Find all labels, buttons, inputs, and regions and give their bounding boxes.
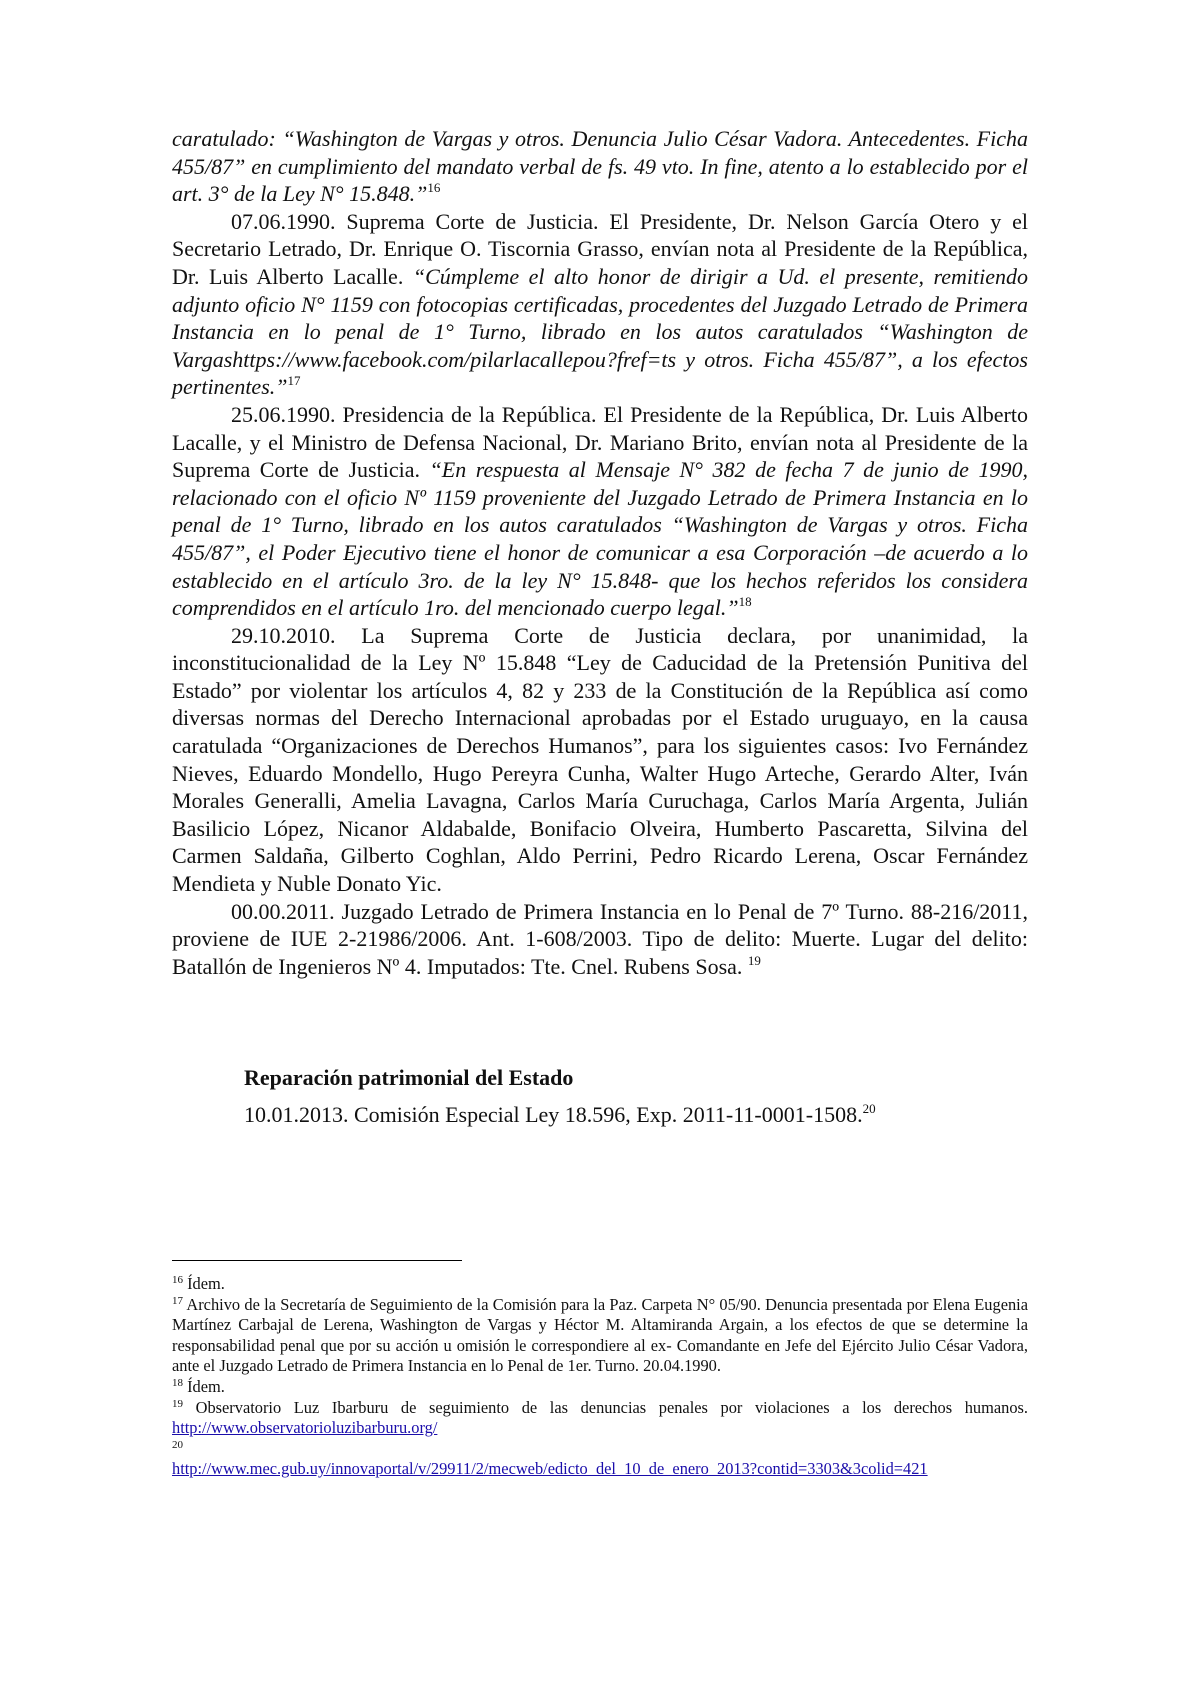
footnote-text: Observatorio Luz Ibarburu de seguimiento de las denuncias penales por violaciones a los derechos humanos. [183, 1397, 1028, 1417]
footnote-16 [172, 1274, 1028, 1295]
observatorio-link[interactable]: http://www.observatorioluzibarburu.org/ [172, 1418, 438, 1438]
footnote-19 [172, 1398, 1028, 1439]
mec-edict-link[interactable]: http://www.mec.gub.uy/innovaportal/v/29911/2/mecweb/edicto_del_10_de_enero_2013?contid=3303&3colid=421 [172, 1459, 928, 1479]
document-body [172, 125, 1028, 1129]
section-entry [244, 1101, 1028, 1129]
footnote-20-body [172, 1459, 1028, 1480]
paragraph-1990-06-25 [172, 401, 1028, 622]
paragraph-caratulado [172, 125, 1028, 208]
quote-text: “En respuesta al Mensaje N° 382 de fecha 7 de junio de 1990, relacionado con el oficio Nº 1159 proveniente del Juzgado Letrado de Primera Instancia en lo penal de 1° Turno, librado en los autos caratulados “Washington de Vargas y otros. Ficha 455/87”, el Poder Ejecutivo tiene el honor de comunicar a esa Corporación –de acuerdo a lo establecido en el artículo 3ro. de la ley N° 15.848- que los hechos referidos los considera comprendidos en el artículo 1ro. del mencionado cuerpo legal.” [172, 457, 1028, 621]
footnote-20 [172, 1439, 1028, 1460]
footnote-number: 16 [172, 1274, 183, 1286]
footnote-number: 18 [172, 1376, 183, 1389]
quote-text: caratulado: “Washington de Vargas y otros. Denuncia Julio César Vadora. Antecedentes. Ficha 455/87” en cumplimiento del mandato verbal de fs. 49 vto. In fine, atento a lo establecido por el art. 3° de la Ley N° 15.848.” [172, 126, 1028, 207]
footnote-number: 19 [172, 1397, 183, 1410]
footnote-ref-18[interactable]: 18 [738, 594, 752, 610]
footnote-text: Archivo de la Secretaría de Seguimiento de la Comisión para la Paz. Carpeta N° 05/90. Denuncia presentada por Elena Eugenia Martínez Carbajal de Lerena, Washington de Vargas y Héctor M. Altamiranda Argain, a los efectos de que se determine la responsabilidad penal que por su acción u omisión le correspondiere al ex- Comandante en Jefe del Ejército Julio César Vadora, ante el Juzgado Letrado de Primera Instancia en lo Penal de 1er. Turno. 20.04.1990. [172, 1294, 1028, 1376]
quote-text: “Cúmpleme el alto honor de dirigir a Ud. el presente, remitiendo adjunto oficio N° 1159 con fotocopias certificadas, procedentes del Juzgado Letrado de Primera Instancia en lo penal de 1° Turno, librado en los autos caratulados “Washington de Vargashttps://www.facebook.com/pilarlacallepou?fref=ts y otros. Ficha 455/87”, a los efectos pertinentes.” [172, 263, 1028, 400]
footnote-number: 20 [172, 1438, 183, 1451]
footnotes [172, 1274, 1028, 1480]
entry-text: 10.01.2013. Comisión Especial Ley 18.596, Exp. 2011-11-0001-1508. [244, 1102, 863, 1127]
paragraph-text: 25.06.1990. Presidencia de la República. El Presidente de la República, Dr. Luis Alberto Lacalle, y el Ministro de Defensa Nacional, Dr. Mariano Brito, envían nota al Presidente de la Suprema Corte de Justicia. [172, 401, 1028, 483]
paragraph-text: 07.06.1990. Suprema Corte de Justicia. El Presidente, Dr. Nelson García Otero y el Secretario Letrado, Dr. Enrique O. Tiscornia Grasso, envían nota al Presidente de la República, Dr. Luis Alberto Lacalle. [172, 208, 1028, 289]
footnote-separator [172, 1260, 462, 1261]
footnote-18 [172, 1377, 1028, 1398]
section-heading: Reparación patrimonial del Estado [244, 1065, 574, 1091]
footnote-17 [172, 1295, 1028, 1377]
paragraph-1990-06-07 [172, 208, 1028, 401]
footnote-ref-19[interactable]: 19 [747, 952, 761, 968]
paragraph-2011 [172, 898, 1028, 981]
footnote-number: 17 [172, 1294, 183, 1307]
footnote-text: Ídem. [183, 1274, 225, 1293]
footnote-ref-16[interactable]: 16 [427, 180, 441, 196]
paragraph-2010-10-29: 29.10.2010. La Suprema Corte de Justicia declara, por unanimidad, la inconstitucionalidad de la Ley Nº 15.848 “Ley de Caducidad de la Pretensión Punitiva del Estado” por violentar los artículos 4, 82 y 233 de la Constitución de la República así como diversas normas del Derecho Internacional aprobadas por el Estado uruguayo, en la causa caratulada “Organizaciones de Derechos Humanos”, para los siguientes casos: Ivo Fernández Nieves, Eduardo Mondello, Hugo Pereyra Cunha, Walter Hugo Arteche, Gerardo Alter, Iván Morales Generalli, Amelia Lavagna, Carlos María Curuchaga, Carlos María Argenta, Julián Basilicio López, Nicanor Aldabalde, Bonifacio Olveira, Humberto Pascaretta, Silvina del Carmen Saldaña, Gilberto Coghlan, Aldo Perrini, Pedro Ricardo Lerena, Oscar Fernández Mendieta y Nuble Donato Yic. [172, 622, 1028, 897]
footnote-ref-20[interactable]: 20 [862, 1101, 876, 1116]
footnote-ref-17[interactable]: 17 [287, 373, 301, 389]
paragraph-text: 00.00.2011. Juzgado Letrado de Primera Instancia en lo Penal de 7º Turno. 88-216/2011, proviene de IUE 2-21986/2006. Ant. 1-608/2003. Tipo de delito: Muerte. Lugar del delito: Batallón de Ingenieros Nº 4. Imputados: Tte. Cnel. Rubens Sosa. [172, 898, 1028, 979]
footnote-text: Ídem. [183, 1376, 225, 1396]
